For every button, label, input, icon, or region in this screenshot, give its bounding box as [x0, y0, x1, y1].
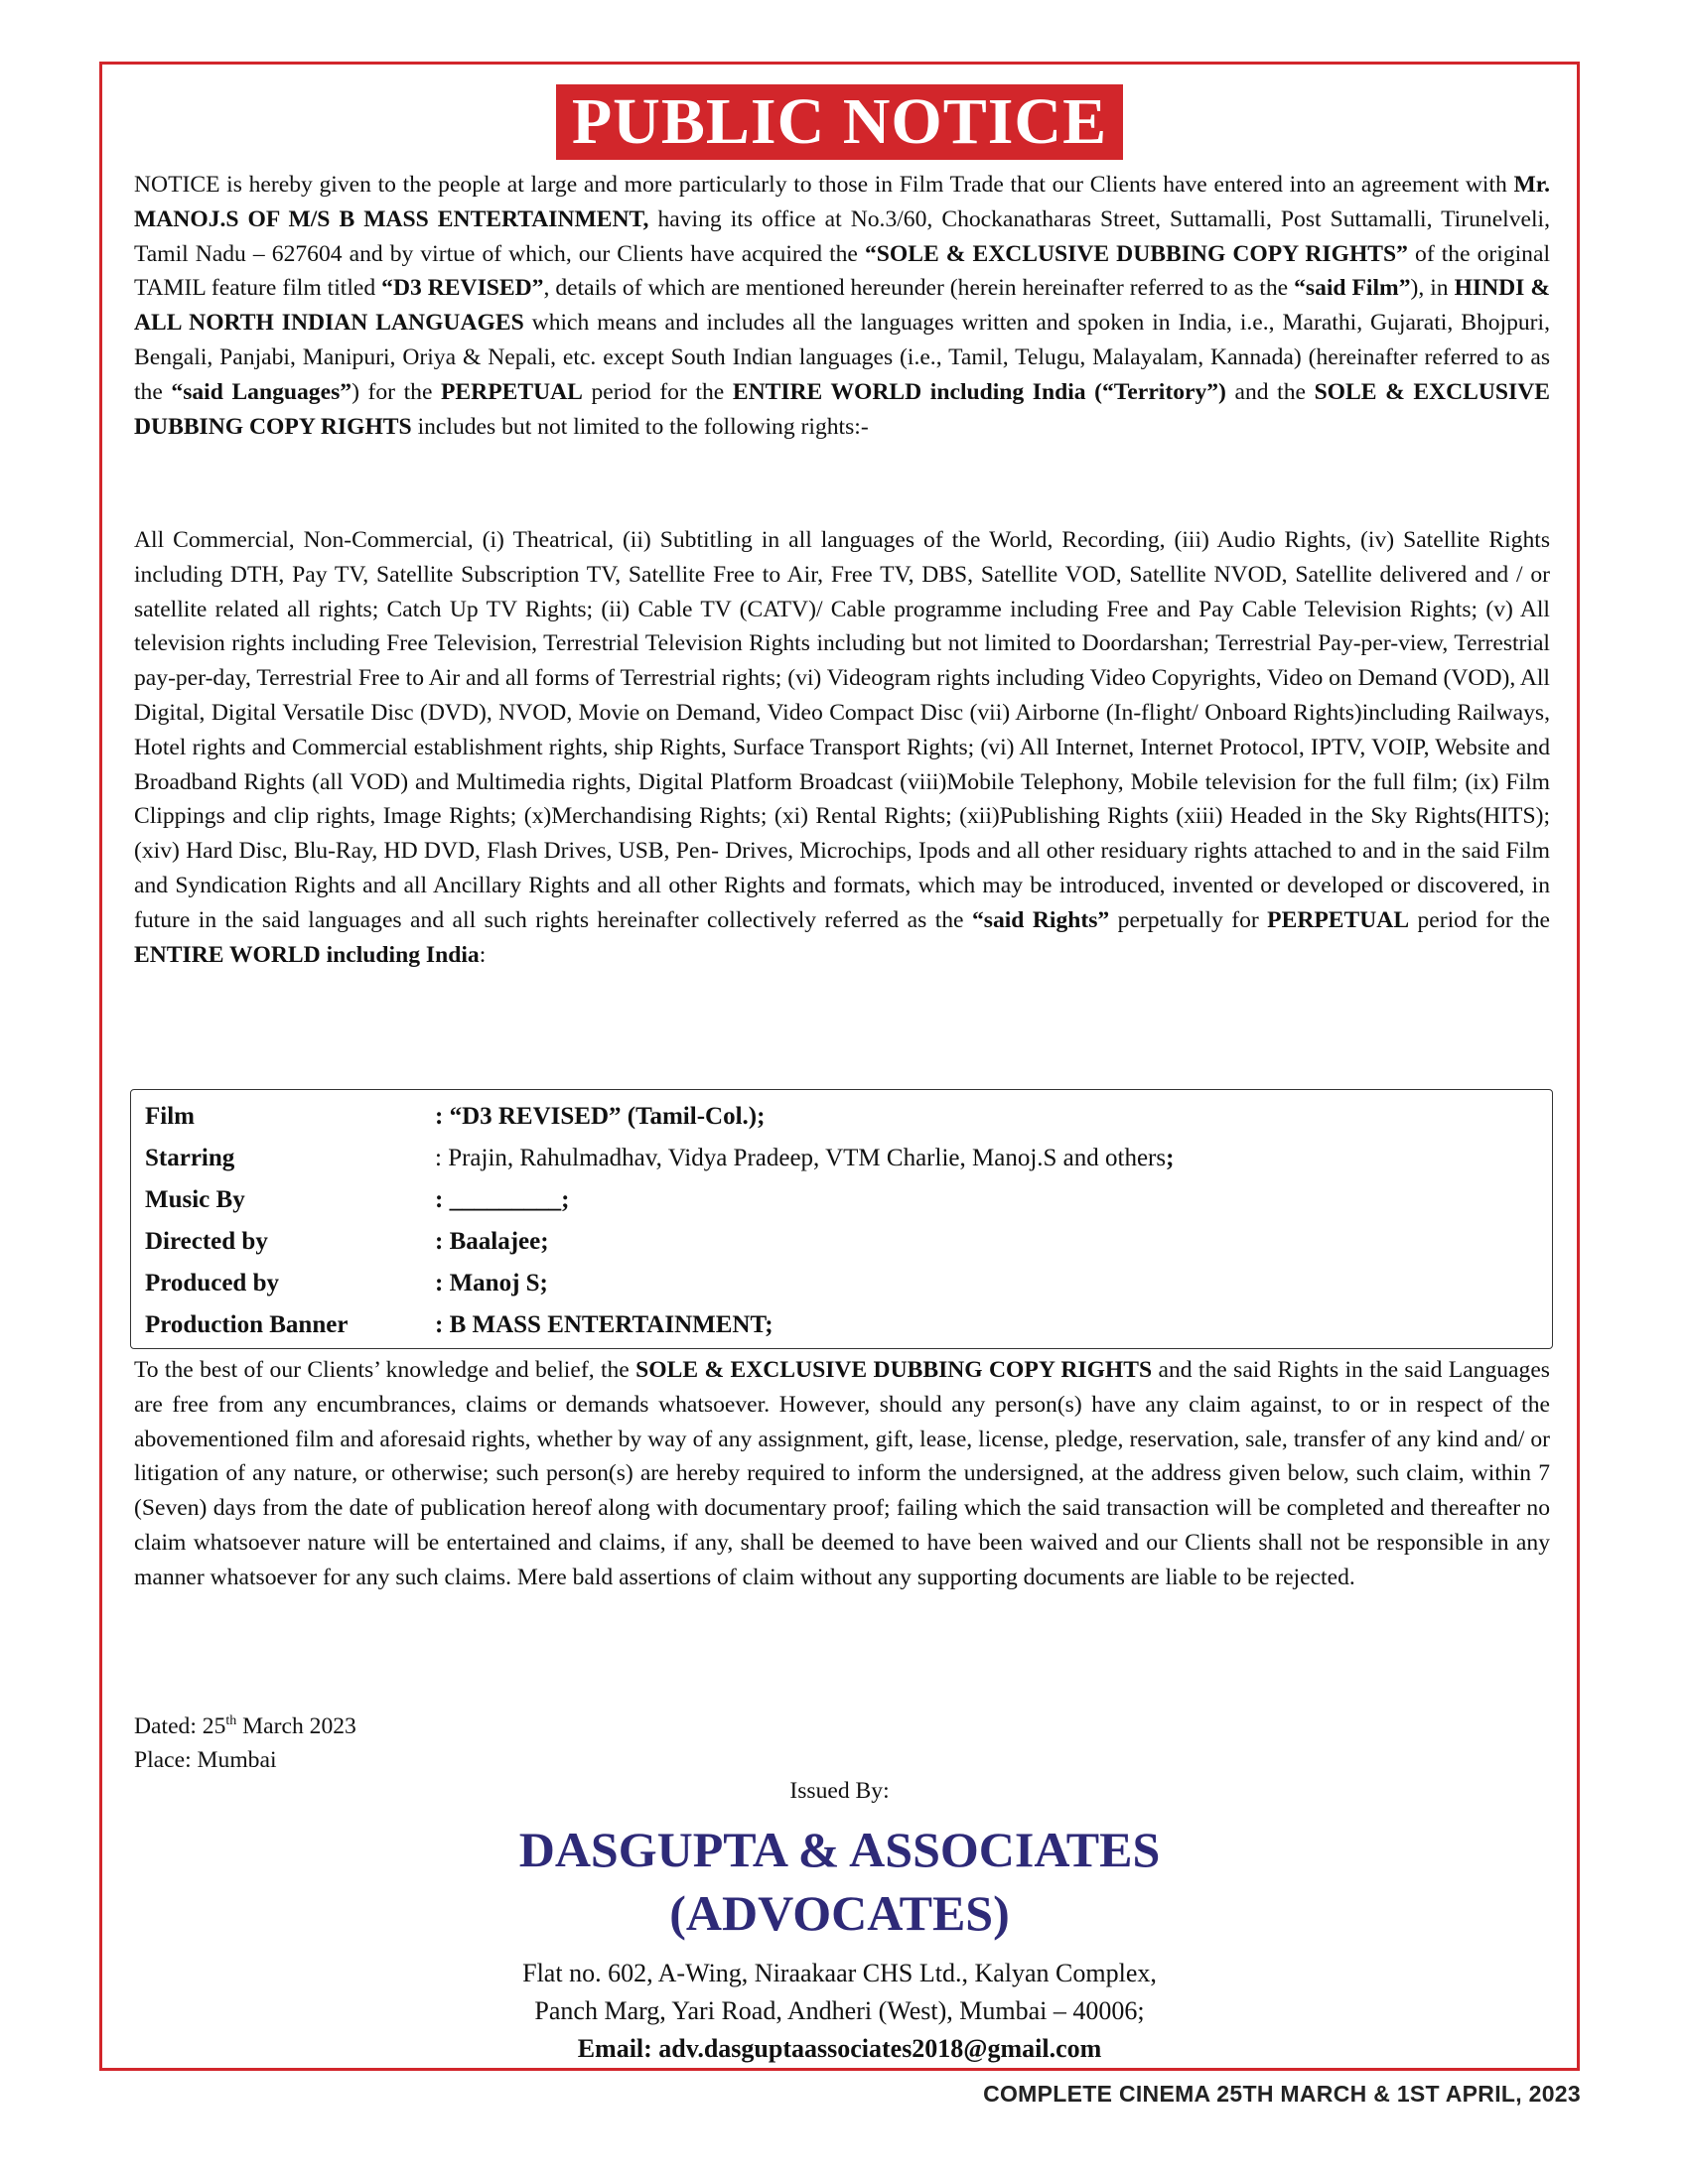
claim-text-1: To the best of our Clients’ knowledge and belief, the: [134, 1357, 636, 1383]
date-suffix: March 2023: [236, 1712, 356, 1739]
detail-row-music: [145, 1179, 1552, 1221]
firm-name: [102, 1818, 1577, 1945]
detail-row-producer: [145, 1263, 1552, 1304]
intro-bold-6: “said Languages”: [171, 378, 352, 405]
detail-row-banner: [145, 1304, 1552, 1346]
date-prefix: Dated: 25: [134, 1712, 226, 1739]
intro-text-6: which means and includes all the languages written and spoken in India, i.e., Marathi, Gujarati, Bhojpuri, Bengali, Panjabi, Manipuri, Oriya & Nepali, etc. except South Indian languages (i.e., Tamil, Telugu, Malayalam, Kannada) (hereinafter referred to as the: [134, 310, 1550, 405]
place-line: Place: Mumbai: [134, 1746, 277, 1773]
address-line1: Flat no. 602, A-Wing, Niraakaar CHS Ltd., Kalyan Complex,: [522, 1959, 1157, 1987]
directed-value: : Baalajee;: [435, 1228, 549, 1255]
produced-label: Produced by: [145, 1270, 279, 1297]
starring-value: [435, 1138, 1174, 1179]
intro-text-10: includes but not limited to the following rights:-: [411, 413, 869, 440]
claim-paragraph: [134, 1353, 1550, 1595]
intro-text-5: ), in: [1410, 275, 1455, 302]
starring-names: : Prajin, Rahulmadhav, Vidya Pradeep, VTM Charlie, Manoj.S and others: [435, 1145, 1167, 1171]
intro-bold-5: HINDI & ALL NORTH INDIAN LANGUAGES: [134, 275, 1550, 337]
intro-text-9: and the: [1225, 378, 1315, 405]
intro-text-7: ) for the: [352, 378, 441, 405]
publication-footer: COMPLETE CINEMA 25TH MARCH & 1ST APRIL, 2023: [983, 2081, 1581, 2107]
detail-row-director: [145, 1221, 1552, 1263]
claim-text-2: and the said Rights in the said Languages are free from any encumbrances, claims or demands whatsoever. However, should any person(s) have any claim against, to or in respect of the abovementioned film and aforesaid rights, whether by way of any assignment, gift, lease, license, pledge, reservation, sale, transfer of any kind and/ or litigation of any nature, or otherwise; such person(s) are hereby required to inform the undersigned, at the address given below, such claim, within 7 (Seven) days from the date of publication hereof along with documentary proof; failing which the said transaction will be completed and thereafter no claim whatsoever nature will be entertained and claims, if any, shall be deemed to have been waived and our Clients shall not be responsible in any manner whatsoever for any such claims. Mere bald assertions of claim without any supporting documents are liable to be rejected.: [134, 1357, 1550, 1590]
rights-text-4: :: [479, 941, 487, 968]
intro-bold-3: “D3 REVISED”: [381, 275, 544, 302]
film-details-box: [130, 1089, 1553, 1349]
produced-value: : Manoj S;: [435, 1270, 548, 1297]
date-line: [134, 1705, 356, 1743]
starring-end: ;: [1166, 1145, 1175, 1171]
starring-label: Starring: [145, 1145, 235, 1171]
music-value: : _________;: [435, 1186, 570, 1213]
firm-name-line1: DASGUPTA & ASSOCIATES: [518, 1822, 1161, 1877]
rights-text-3: period for the: [1409, 906, 1550, 933]
film-label: Film: [145, 1103, 195, 1130]
film-value: : “D3 REVISED” (Tamil-Col.);: [435, 1103, 766, 1130]
title-wrapper: [102, 84, 1577, 160]
address-line2: Panch Marg, Yari Road, Andheri (West), Mumbai – 40006;: [534, 1996, 1145, 2025]
intro-bold-7: PERPETUAL: [441, 378, 583, 405]
date-superscript: th: [225, 1713, 237, 1728]
intro-paragraph: [134, 168, 1550, 444]
rights-bold-2: PERPETUAL: [1267, 906, 1410, 933]
claim-bold-1: SOLE & EXCLUSIVE DUBBING COPY RIGHTS: [635, 1357, 1153, 1383]
intro-bold-9: SOLE & EXCLUSIVE DUBBING COPY RIGHTS: [134, 378, 1550, 440]
firm-name-line2: (ADVOCATES): [669, 1885, 1010, 1941]
email-line: Email: adv.dasguptaassociates2018@gmail.com: [577, 2034, 1102, 2063]
issued-by: Issued By:: [789, 1778, 890, 1804]
notice-frame: [99, 62, 1580, 2071]
intro-bold-4: “said Film”: [1294, 275, 1411, 302]
rights-paragraph: [134, 523, 1550, 972]
banner-value: : B MASS ENTERTAINMENT;: [435, 1311, 774, 1338]
intro-text-3: of the original TAMIL feature film titled: [134, 240, 1550, 302]
intro-bold-8: ENTIRE WORLD including India (“Territory”): [732, 378, 1226, 405]
detail-row-starring: [145, 1138, 1552, 1179]
directed-label: Directed by: [145, 1228, 268, 1255]
intro-text-1: NOTICE is hereby given to the people at large and more particularly to those in Film Trade that our Clients have entered into an agreement with: [134, 172, 1514, 198]
rights-bold-1: “said Rights”: [971, 906, 1110, 933]
banner-label: Production Banner: [145, 1311, 349, 1338]
intro-text-2: having its office at No.3/60, Chockanatharas Street, Suttamalli, Post Suttamalli, Tirunelveli, Tamil Nadu – 627604 and by virtue of which, our Clients have acquired the: [134, 205, 1550, 267]
rights-bold-3: ENTIRE WORLD including India: [134, 941, 480, 968]
rights-text-1: All Commercial, Non-Commercial, (i) Theatrical, (ii) Subtitling in all languages of the World, Recording, (iii) Audio Rights, (iv) Satellite Rights including DTH, Pay TV, Satellite Subscription TV, Satellite Free to Air, Free TV, DBS, Satellite VOD, Satellite NVOD, Satellite delivered and / or satellite related all rights; Catch Up TV Rights; (ii) Cable TV (CATV)/ Cable programme including Free and Pay Cable Television Rights; (v) All television rights including Free Television, Terrestrial Television Rights including but not limited to Doordarshan; Terrestrial Pay-per-view, Terrestrial pay-per-day, Terrestrial Free to Air and all forms of Terrestrial rights; (vi) Videogram rights including Video Copyrights, Video on Demand (VOD), All Digital, Digital Versatile Disc (DVD), NVOD, Movie on Demand, Video Compact Disc (vii) Airborne (In-flight/ Onboard Rights)including Railways, Hotel rights and Commercial establishment rights, ship Rights, Surface Transport Rights; (vi) All Internet, Internet Protocol, IPTV, VOIP, Website and Broadband Rights (all VOD) and Multimedia rights, Digital Platform Broadcast (viii)Mobile Telephony, Mobile television for the full film; (ix) Film Clippings and clip rights, Image Rights; (x)Merchandising Rights; (xi) Rental Rights; (xii)Publishing Rights (xiii) Headed in the Sky Rights(HITS);(xiv) Hard Disc, Blu-Ray, HD DVD, Flash Drives, USB, Pen- Drives, Microchips, Ipods and all other residuary rights attached to and in the said Film and Syndication Rights and all Ancillary Rights and all other Rights and formats, which may be introduced, invented or developed or discovered, in future in the said languages and all such rights hereinafter collectively referred as the: [134, 527, 1550, 933]
intro-text-4: , details of which are mentioned hereunder (herein hereinafter referred to as the: [543, 275, 1295, 302]
music-label: Music By: [145, 1186, 245, 1213]
detail-row-film: [145, 1096, 1552, 1138]
rights-text-2: perpetually for: [1109, 906, 1268, 933]
intro-text-8: period for the: [582, 378, 733, 405]
intro-bold-2: “SOLE & EXCLUSIVE DUBBING COPY RIGHTS”: [864, 240, 1408, 267]
intro-bold-1: Mr. MANOJ.S OF M/S B MASS ENTERTAINMENT,: [134, 172, 1550, 232]
firm-address: [102, 1955, 1577, 2068]
notice-title: PUBLIC NOTICE: [556, 84, 1123, 160]
date-place-block: [134, 1705, 356, 1777]
